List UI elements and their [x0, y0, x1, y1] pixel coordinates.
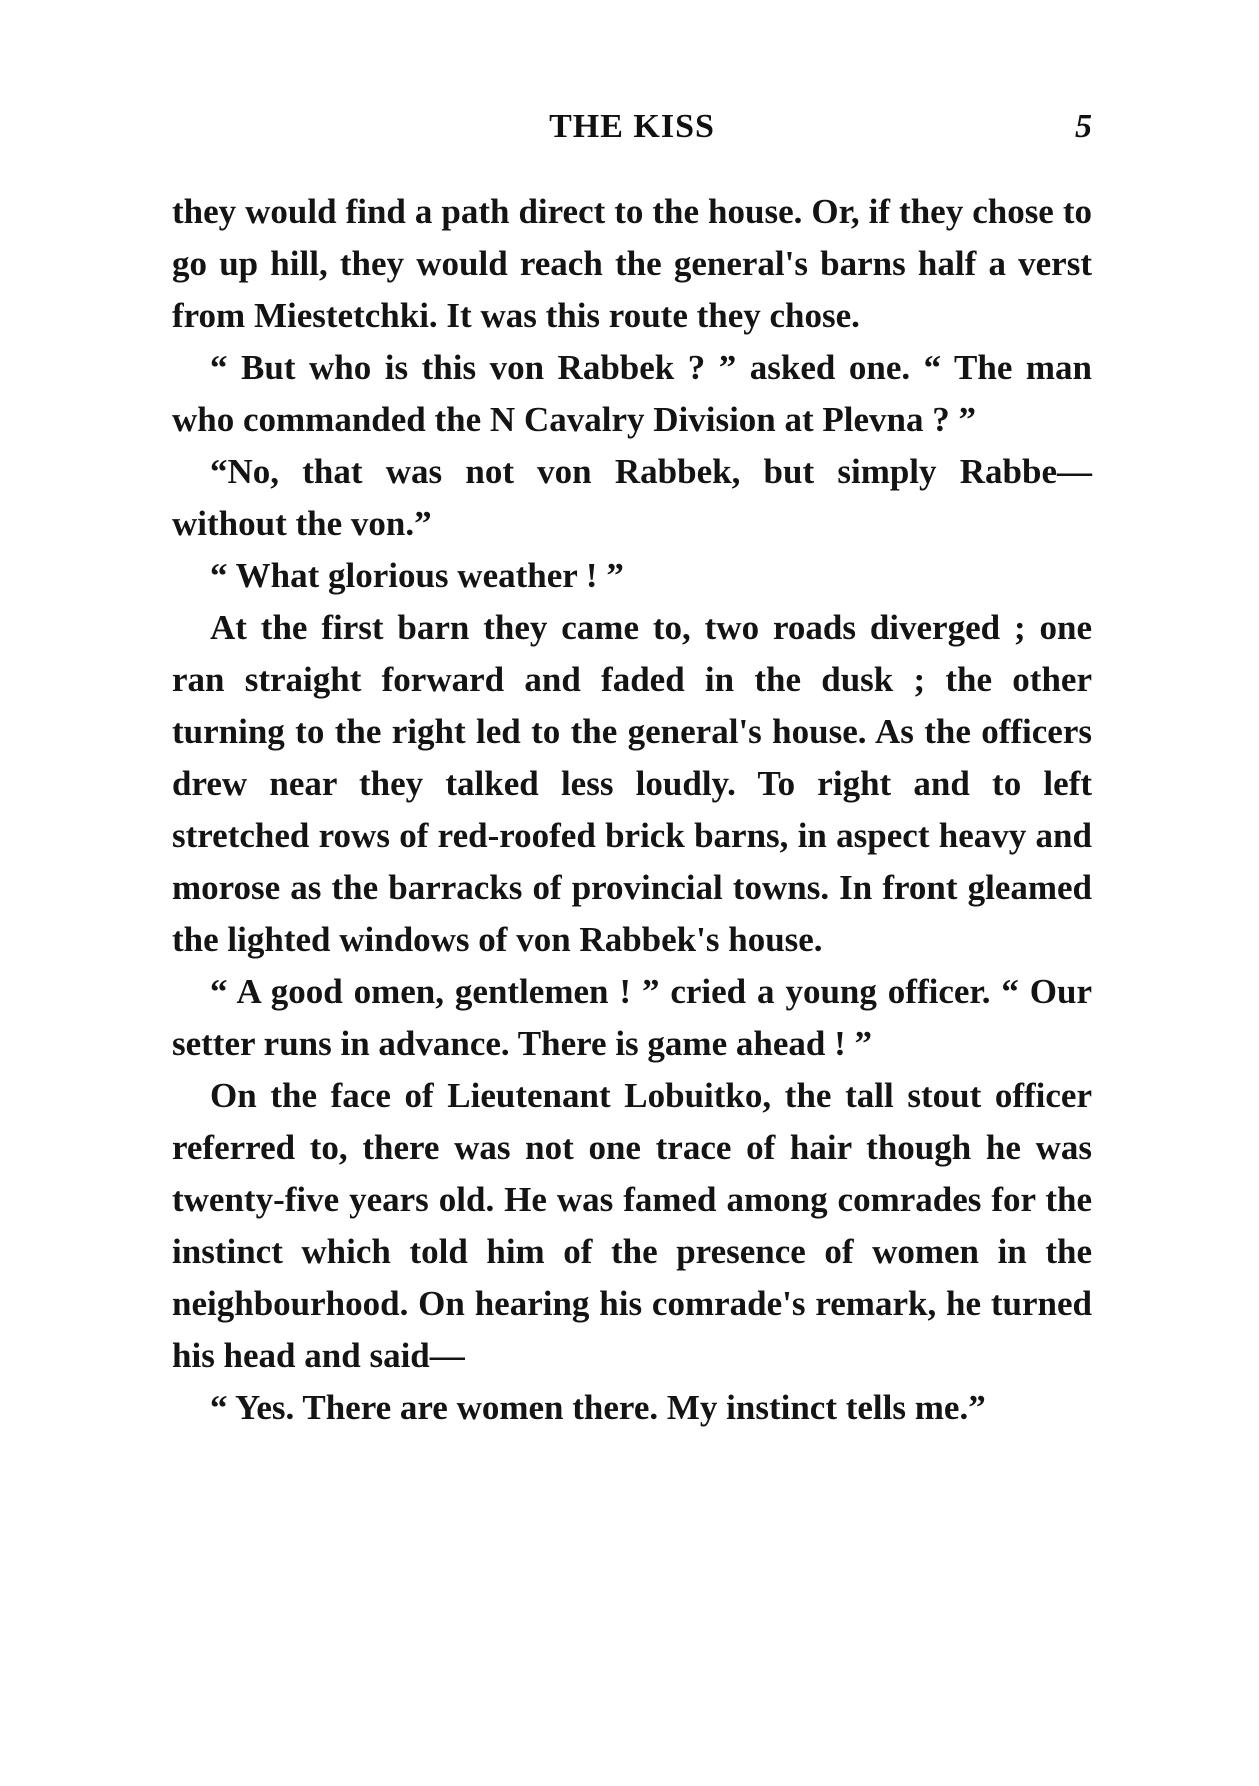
paragraph-7: On the face of Lieutenant Lobuitko, the tall stout officer referred to, there was not one trace of hair though he was twenty-five years old. He was famed among comrades for the instinct which told him of the presence of women in the neighbourhood. On hearing his comrade's remark, he turned his head and said—: [172, 1076, 1092, 1375]
paragraph-3: “No, that was not von Rabbek, but simply Rabbe— without the von.”: [172, 452, 1092, 543]
running-head: [172, 108, 1092, 158]
paragraph-4: “ What glorious weather ! ”: [210, 556, 624, 595]
paragraph-1: they would find a path direct to the house. Or, if they chose to go up hill, they would reach the general's barns half a verst from Miestetchki. It was this route they chose.: [172, 192, 1092, 335]
body-text: [172, 186, 1092, 1434]
paragraph-8: “ Yes. There are women there. My instinct tells me.”: [210, 1388, 986, 1427]
paragraph-6: “ A good omen, gentlemen ! ” cried a young officer. “ Our setter runs in advance. There is game ahead ! ”: [172, 972, 1092, 1063]
paragraph-5: At the first barn they came to, two roads diverged ; one ran straight forward and faded in the dusk ; the other turning to the right led to the general's house. As the officers drew near they talked less loudly. To right and to left stretched rows of red-roofed brick barns, in aspect heavy and morose as the barracks of provincial towns. In front gleamed the lighted windows of von Rabbek's house.: [172, 608, 1092, 959]
page-number: 5: [1075, 108, 1092, 145]
paragraph-2: “ But who is this von Rabbek ? ” asked one. “ The man who commanded the N Cavalry Division at Plevna ? ”: [172, 348, 1092, 439]
running-title: THE KISS: [549, 108, 715, 145]
